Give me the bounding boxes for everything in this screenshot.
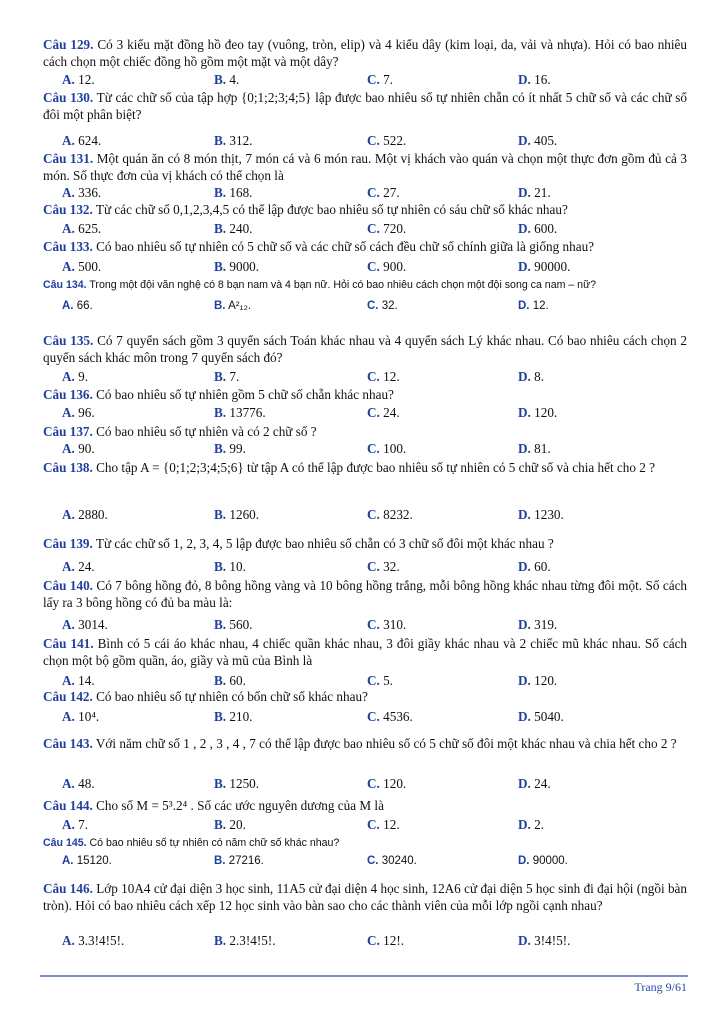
option-value: 12. [78, 72, 95, 87]
option-value: 66. [76, 300, 93, 312]
option-value: 8. [534, 369, 545, 384]
question-text: Từ các chữ số 0,1,2,3,4,5 có thể lập được bao nhiêu số tự nhiên có sáu chữ số khác nhau? [95, 202, 568, 217]
answer-option-b [214, 404, 266, 421]
option-value: 310. [383, 617, 407, 632]
option-letter: C. [367, 617, 380, 632]
answer-option-a [62, 672, 95, 689]
answer-option-c [367, 404, 400, 421]
answer-option-d [518, 616, 557, 633]
answer-option-b [214, 258, 259, 275]
option-value: A²₁₂. [228, 300, 252, 312]
question-label: Câu 138. [43, 460, 93, 475]
answer-option-c [367, 298, 398, 315]
option-value: 3!4!5!. [534, 933, 571, 948]
answer-option-b [214, 368, 239, 385]
option-value: 96. [78, 405, 95, 420]
answer-option-d [518, 132, 557, 149]
option-letter: A. [62, 259, 75, 274]
option-value: 90. [78, 441, 95, 456]
answer-option-d [518, 672, 557, 689]
question-label: Câu 132. [43, 202, 93, 217]
answer-options [62, 220, 702, 237]
option-letter: B. [214, 855, 226, 867]
question-130 [43, 90, 687, 123]
option-value: 900. [383, 259, 407, 274]
question-label: Câu 134. [43, 279, 87, 291]
option-letter: D. [518, 559, 531, 574]
option-value: 12. [532, 300, 549, 312]
question-label: Câu 135. [43, 333, 94, 348]
answer-option-d [518, 853, 568, 870]
option-letter: B. [214, 673, 227, 688]
option-letter: C. [367, 185, 380, 200]
answer-option-a [62, 708, 99, 725]
option-letter: A. [62, 933, 75, 948]
answer-options [62, 506, 702, 523]
answer-option-c [367, 368, 400, 385]
question-label: Câu 142. [43, 689, 93, 704]
answer-options [62, 775, 702, 792]
option-value: 5040. [534, 709, 564, 724]
answer-option-c [367, 132, 406, 149]
option-value: 312. [229, 133, 253, 148]
answer-option-d [518, 71, 551, 88]
answer-option-b [214, 775, 259, 792]
question-145 [43, 836, 687, 850]
answer-option-b [214, 440, 246, 457]
option-value: 7. [383, 72, 394, 87]
answer-option-c [367, 708, 413, 725]
answer-options [62, 816, 702, 833]
answer-option-b [214, 708, 252, 725]
answer-options [62, 672, 702, 689]
option-value: 24. [383, 405, 400, 420]
option-letter: D. [518, 133, 531, 148]
option-letter: D. [518, 300, 530, 312]
answer-option-d [518, 404, 557, 421]
option-value: 12. [383, 369, 400, 384]
option-value: 99. [229, 441, 246, 456]
question-133 [43, 239, 687, 256]
option-value: 2880. [78, 507, 108, 522]
answer-option-a [62, 558, 95, 575]
question-label: Câu 133. [43, 239, 93, 254]
answer-options [62, 368, 702, 385]
option-value: 4. [229, 72, 240, 87]
option-letter: A. [62, 817, 75, 832]
option-letter: A. [62, 185, 75, 200]
option-value: 240. [229, 221, 253, 236]
option-letter: C. [367, 559, 380, 574]
option-letter: B. [214, 617, 227, 632]
option-letter: A. [62, 405, 75, 420]
question-143 [43, 736, 687, 753]
option-letter: A. [62, 855, 74, 867]
option-letter: B. [214, 185, 227, 200]
option-value: 30240. [381, 855, 417, 867]
question-140 [43, 578, 687, 611]
option-letter: C. [367, 933, 380, 948]
option-letter: A. [62, 133, 75, 148]
option-letter: B. [214, 776, 227, 791]
answer-options [62, 440, 702, 457]
option-value: 8232. [383, 507, 413, 522]
option-letter: C. [367, 369, 380, 384]
option-letter: A. [62, 507, 75, 522]
answer-option-d [518, 298, 549, 315]
answer-option-b [214, 298, 251, 315]
option-value: 24. [534, 776, 551, 791]
answer-option-a [62, 616, 108, 633]
option-letter: C. [367, 259, 380, 274]
question-132 [43, 202, 687, 219]
option-letter: D. [518, 185, 531, 200]
answer-option-c [367, 672, 393, 689]
answer-option-c [367, 775, 406, 792]
answer-options [62, 298, 702, 315]
option-letter: A. [62, 300, 74, 312]
option-value: 60. [229, 673, 246, 688]
answer-option-d [518, 440, 551, 457]
question-label: Câu 136. [43, 387, 93, 402]
option-value: 1250. [229, 776, 260, 791]
option-value: 10. [229, 559, 246, 574]
option-letter: C. [367, 133, 380, 148]
answer-option-b [214, 132, 252, 149]
option-value: 100. [383, 441, 407, 456]
option-letter: C. [367, 855, 379, 867]
question-138 [43, 460, 687, 477]
option-value: 625. [78, 221, 102, 236]
option-letter: C. [367, 507, 380, 522]
option-value: 9000. [229, 259, 260, 274]
option-letter: D. [518, 817, 531, 832]
option-letter: A. [62, 369, 75, 384]
question-141 [43, 636, 687, 669]
option-letter: B. [214, 817, 227, 832]
answer-option-c [367, 932, 404, 949]
option-value: 14. [78, 673, 95, 688]
question-text: Lớp 10A4 cử đại diện 3 học sinh, 11A5 cử đại diện 4 học sinh, 12A6 cử đại diện 5 học sinh đi đại hội (ngồi bàn tròn). Hỏi có bao nhiêu cách xếp 12 học sinh vào bàn sao cho các thành viên của mỗi lớp ngồi cạnh nhau? [43, 881, 688, 913]
answer-option-b [214, 220, 252, 237]
option-value: 27216. [228, 855, 264, 867]
option-value: 60. [534, 559, 551, 574]
option-value: 624. [78, 133, 102, 148]
answer-option-a [62, 404, 95, 421]
answer-option-d [518, 184, 551, 201]
answer-options [62, 132, 702, 149]
answer-option-b [214, 932, 276, 949]
question-text: Có 7 quyển sách gồm 3 quyển sách Toán khác nhau và 4 quyển sách Lý khác nhau. Có bao nhiêu cách chọn 2 quyển sách khác môn trong 7 quyển sách đó? [43, 333, 687, 365]
option-letter: A. [62, 221, 75, 236]
option-letter: C. [367, 300, 379, 312]
question-text: Có bao nhiêu số tự nhiên gồm 5 chữ số chẵn khác nhau? [96, 387, 394, 402]
option-value: 32. [383, 559, 400, 574]
answer-options [62, 258, 702, 275]
option-value: 500. [78, 259, 102, 274]
option-letter: D. [518, 673, 531, 688]
option-value: 120. [383, 776, 407, 791]
answer-option-d [518, 258, 570, 275]
answer-option-d [518, 775, 551, 792]
option-letter: A. [62, 709, 75, 724]
option-value: 4536. [383, 709, 413, 724]
answer-option-d [518, 220, 557, 237]
question-text: Có bao nhiêu số tự nhiên và có 2 chữ số ? [96, 424, 317, 439]
option-letter: D. [518, 369, 531, 384]
option-letter: B. [214, 259, 227, 274]
option-value: 81. [534, 441, 551, 456]
option-value: 600. [534, 221, 558, 236]
question-137 [43, 424, 687, 441]
option-value: 32. [381, 300, 398, 312]
option-letter: C. [367, 441, 380, 456]
option-letter: B. [214, 709, 227, 724]
answer-option-d [518, 932, 570, 949]
question-142 [43, 689, 687, 706]
option-letter: D. [518, 617, 531, 632]
option-value: 48. [78, 776, 95, 791]
question-129 [43, 37, 687, 70]
answer-option-a [62, 775, 95, 792]
question-text: Từ các chữ số 1, 2, 3, 4, 5 lập được bao nhiêu số chẵn có 3 chữ số đôi một khác nhau ? [95, 536, 554, 551]
answer-option-b [214, 184, 252, 201]
option-value: 15120. [76, 855, 112, 867]
question-label: Câu 143. [43, 736, 93, 751]
answer-option-a [62, 440, 95, 457]
question-label: Câu 129. [43, 37, 94, 52]
question-text: Cho tập A = {0;1;2;3;4;5;6} từ tập A có thể lập được bao nhiêu số tự nhiên có 5 chữ số và chia hết cho 2 ? [96, 460, 656, 475]
answer-option-c [367, 816, 400, 833]
question-label: Câu 140. [43, 578, 93, 593]
answer-option-b [214, 616, 252, 633]
question-label: Câu 137. [43, 424, 93, 439]
answer-option-d [518, 368, 544, 385]
answer-options [62, 853, 702, 870]
question-label: Câu 139. [43, 536, 93, 551]
answer-options [62, 184, 702, 201]
question-144 [43, 798, 687, 815]
answer-option-c [367, 616, 406, 633]
option-letter: D. [518, 855, 530, 867]
answer-option-c [367, 558, 400, 575]
answer-option-d [518, 816, 544, 833]
option-value: 120. [534, 405, 558, 420]
option-value: 24. [78, 559, 95, 574]
option-value: 21. [534, 185, 551, 200]
option-value: 3014. [78, 617, 108, 632]
option-value: 405. [534, 133, 558, 148]
question-text: Từ các chữ số của tập hợp {0;1;2;3;4;5} lập được bao nhiêu số tự nhiên chẵn có ít nhất 5 chữ số và các chữ số đôi một phân biệt? [43, 90, 688, 122]
answer-option-a [62, 220, 101, 237]
answer-option-b [214, 853, 264, 870]
answer-options [62, 558, 702, 575]
question-label: Câu 130. [43, 90, 94, 105]
option-value: 9. [78, 369, 89, 384]
option-letter: B. [214, 369, 227, 384]
option-value: 90000. [534, 259, 571, 274]
option-value: 13776. [229, 405, 266, 420]
answer-options [62, 932, 702, 949]
question-text: Với năm chữ số 1 , 2 , 3 , 4 , 7 có thể lập được bao nhiêu số có 5 chữ số đôi một khác nhau và chia hết cho 2 ? [95, 736, 677, 751]
page-number: Trang 9/61 [634, 980, 687, 994]
option-letter: B. [214, 507, 227, 522]
answer-option-b [214, 71, 239, 88]
question-label: Câu 141. [43, 636, 94, 651]
option-value: 5. [383, 673, 394, 688]
question-text: Bình có 5 cái áo khác nhau, 4 chiếc quần khác nhau, 3 đôi giầy khác nhau và 2 chiếc mũ khác nhau. Số cách chọn một bộ gồm quần, áo, giầy và mũ của Bình là [43, 636, 688, 668]
answer-option-a [62, 506, 108, 523]
question-139 [43, 536, 687, 553]
answer-option-b [214, 672, 246, 689]
answer-option-c [367, 71, 393, 88]
option-letter: D. [518, 405, 531, 420]
option-letter: D. [518, 933, 531, 948]
option-letter: A. [62, 559, 75, 574]
answer-option-a [62, 853, 112, 870]
question-text: Có bao nhiêu số tự nhiên có 5 chữ số và các chữ số cách đều chữ số chính giữa là giống nhau? [96, 239, 595, 254]
option-value: 20. [229, 817, 246, 832]
option-letter: D. [518, 441, 531, 456]
answer-option-a [62, 932, 124, 949]
option-value: 7. [78, 817, 89, 832]
question-146 [43, 881, 687, 914]
answer-option-c [367, 220, 406, 237]
answer-options [62, 404, 702, 421]
option-letter: A. [62, 673, 75, 688]
option-value: 120. [534, 673, 558, 688]
answer-option-d [518, 558, 551, 575]
option-letter: B. [214, 405, 227, 420]
option-letter: C. [367, 673, 380, 688]
option-letter: D. [518, 72, 531, 87]
answer-options [62, 71, 702, 88]
option-value: 336. [78, 185, 102, 200]
option-value: 12. [383, 817, 400, 832]
answer-option-d [518, 708, 564, 725]
option-value: 1260. [229, 507, 260, 522]
option-value: 1230. [534, 507, 564, 522]
option-letter: B. [214, 933, 227, 948]
option-value: 27. [383, 185, 400, 200]
answer-option-a [62, 184, 101, 201]
option-letter: B. [214, 133, 227, 148]
option-letter: D. [518, 776, 531, 791]
question-text: Có bao nhiêu số tự nhiên có bốn chữ số khác nhau? [96, 689, 368, 704]
answer-option-a [62, 298, 93, 315]
option-letter: C. [367, 72, 380, 87]
option-letter: B. [214, 441, 227, 456]
option-value: 90000. [532, 855, 568, 867]
question-135 [43, 333, 687, 366]
question-text: Cho số M = 5³.2⁴ . Số các ước nguyên dương của M là [96, 798, 384, 813]
question-text: Một quán ăn có 8 món thịt, 7 món cá và 6 món rau. Một vị khách vào quán và chọn một thực đơn gồm đủ cả 3 món. Số thực đơn của vị khách có thể chọn là [43, 151, 688, 183]
answer-option-c [367, 506, 413, 523]
option-letter: C. [367, 221, 380, 236]
option-letter: D. [518, 259, 531, 274]
footer-divider [40, 975, 688, 977]
option-value: 3.3!4!5!. [78, 933, 125, 948]
answer-options [62, 708, 702, 725]
question-text: Trong một đội văn nghệ có 8 bạn nam và 4 bạn nữ. Hỏi có bao nhiêu cách chọn một đội song ca nam – nữ? [89, 279, 597, 291]
answer-option-b [214, 558, 246, 575]
answer-option-c [367, 853, 417, 870]
option-letter: A. [62, 776, 75, 791]
answer-option-a [62, 132, 101, 149]
answer-options [62, 616, 702, 633]
question-131 [43, 151, 687, 184]
option-letter: C. [367, 817, 380, 832]
question-136 [43, 387, 687, 404]
option-letter: D. [518, 221, 531, 236]
option-value: 210. [229, 709, 253, 724]
option-value: 7. [229, 369, 240, 384]
option-letter: A. [62, 72, 75, 87]
question-label: Câu 144. [43, 798, 93, 813]
option-value: 319. [534, 617, 558, 632]
question-text: Có 7 bông hồng đỏ, 8 bông hồng vàng và 10 bông hồng trắng, mỗi bông hồng khác nhau từng đôi một. Số cách lấy ra 3 bông hồng có đủ ba màu là: [43, 578, 688, 610]
option-letter: B. [214, 221, 227, 236]
option-value: 16. [534, 72, 551, 87]
option-letter: A. [62, 617, 75, 632]
answer-option-a [62, 258, 101, 275]
answer-option-b [214, 816, 246, 833]
answer-option-c [367, 184, 400, 201]
question-text: Có 3 kiểu mặt đồng hồ đeo tay (vuông, tròn, elip) và 4 kiểu dây (kim loại, da, vải và nhựa). Hỏi có bao nhiêu cách chọn một chiếc đồng hồ gồm một mặt và một dây? [43, 37, 688, 69]
option-letter: C. [367, 709, 380, 724]
answer-option-d [518, 506, 564, 523]
option-letter: D. [518, 507, 531, 522]
answer-option-c [367, 440, 406, 457]
option-letter: C. [367, 405, 380, 420]
question-text: Có bao nhiêu số tự nhiên có năm chữ số khác nhau? [89, 837, 340, 849]
option-value: 522. [383, 133, 407, 148]
answer-option-b [214, 506, 259, 523]
option-value: 2. [534, 817, 545, 832]
option-value: 168. [229, 185, 253, 200]
question-134 [43, 278, 687, 292]
answer-option-a [62, 71, 95, 88]
question-label: Câu 146. [43, 881, 93, 896]
answer-option-a [62, 816, 88, 833]
option-value: 10⁴. [78, 709, 100, 724]
option-value: 12!. [383, 933, 405, 948]
option-letter: A. [62, 441, 75, 456]
option-value: 560. [229, 617, 253, 632]
option-letter: B. [214, 72, 227, 87]
option-letter: D. [518, 709, 531, 724]
option-letter: B. [214, 559, 227, 574]
option-letter: B. [214, 300, 226, 312]
answer-option-c [367, 258, 406, 275]
question-label: Câu 131. [43, 151, 94, 166]
option-value: 2.3!4!5!. [229, 933, 276, 948]
question-label: Câu 145. [43, 837, 87, 849]
option-letter: C. [367, 776, 380, 791]
option-value: 720. [383, 221, 407, 236]
answer-option-a [62, 368, 88, 385]
